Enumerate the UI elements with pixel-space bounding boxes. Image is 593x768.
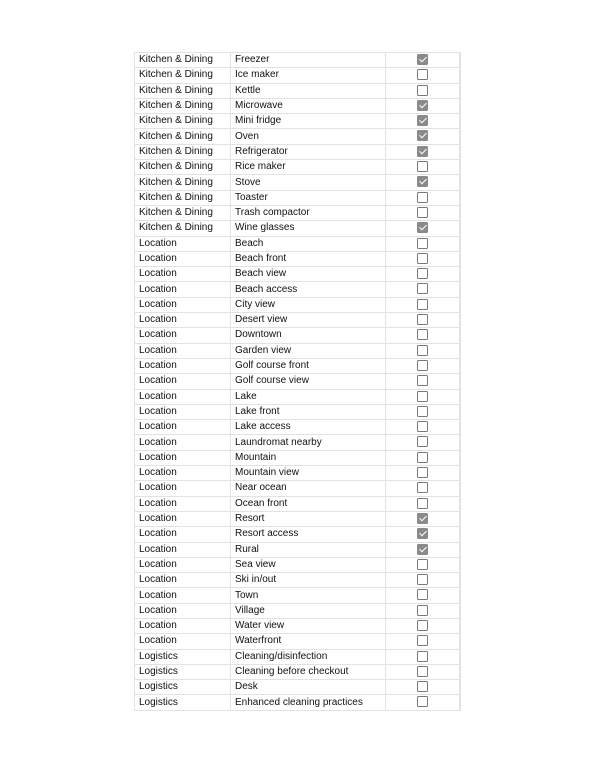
table-row — [135, 190, 461, 205]
amenity-cell: Desk — [231, 680, 386, 695]
category-cell: Kitchen & Dining — [135, 205, 231, 220]
table-row — [135, 282, 461, 297]
table-row — [135, 114, 461, 129]
category-cell: Location — [135, 496, 231, 511]
empty-cell — [460, 695, 461, 710]
empty-cell — [460, 573, 461, 588]
checkbox-cell — [386, 358, 460, 373]
category-cell: Kitchen & Dining — [135, 129, 231, 144]
category-cell: Location — [135, 588, 231, 603]
amenity-cell: Wine glasses — [231, 221, 386, 236]
amenities-table-body — [135, 53, 461, 711]
amenity-checkbox[interactable] — [417, 436, 428, 447]
table-row — [135, 588, 461, 603]
category-cell: Logistics — [135, 649, 231, 664]
table-row — [135, 649, 461, 664]
table-row — [135, 557, 461, 572]
amenity-checkbox[interactable] — [417, 176, 428, 187]
amenity-cell: Rice maker — [231, 160, 386, 175]
amenity-cell: Freezer — [231, 53, 386, 68]
amenity-checkbox[interactable] — [417, 345, 428, 356]
table-row — [135, 603, 461, 618]
table-row — [135, 542, 461, 557]
amenity-cell: Water view — [231, 618, 386, 633]
amenity-checkbox[interactable] — [417, 696, 428, 707]
amenity-checkbox[interactable] — [417, 360, 428, 371]
amenity-cell: Laundromat nearby — [231, 435, 386, 450]
checkbox-cell — [386, 83, 460, 98]
category-cell: Location — [135, 542, 231, 557]
amenity-cell: Refrigerator — [231, 144, 386, 159]
category-cell: Kitchen & Dining — [135, 53, 231, 68]
table-row — [135, 695, 461, 710]
empty-cell — [460, 603, 461, 618]
table-row — [135, 389, 461, 404]
empty-cell — [460, 557, 461, 572]
checkbox-cell — [386, 557, 460, 572]
category-cell: Kitchen & Dining — [135, 68, 231, 83]
category-cell: Kitchen & Dining — [135, 98, 231, 113]
empty-cell — [460, 389, 461, 404]
checkbox-cell — [386, 53, 460, 68]
amenity-checkbox[interactable] — [417, 283, 428, 294]
amenity-cell: Mini fridge — [231, 114, 386, 129]
checkbox-cell — [386, 68, 460, 83]
category-cell: Location — [135, 251, 231, 266]
category-cell: Location — [135, 282, 231, 297]
checkbox-cell — [386, 511, 460, 526]
empty-cell — [460, 404, 461, 419]
amenity-cell: Mountain — [231, 450, 386, 465]
amenity-cell: Toaster — [231, 190, 386, 205]
amenity-cell: Downtown — [231, 328, 386, 343]
empty-cell — [460, 114, 461, 129]
table-row — [135, 83, 461, 98]
checkbox-cell — [386, 618, 460, 633]
empty-cell — [460, 53, 461, 68]
empty-cell — [460, 527, 461, 542]
category-cell: Location — [135, 618, 231, 633]
checkbox-cell — [386, 435, 460, 450]
checkbox-cell — [386, 542, 460, 557]
empty-cell — [460, 129, 461, 144]
empty-cell — [460, 267, 461, 282]
checkbox-cell — [386, 160, 460, 175]
category-cell: Kitchen & Dining — [135, 83, 231, 98]
table-row — [135, 404, 461, 419]
checkbox-cell — [386, 374, 460, 389]
empty-cell — [460, 542, 461, 557]
checkbox-cell — [386, 190, 460, 205]
amenity-cell: Waterfront — [231, 634, 386, 649]
amenity-cell: Garden view — [231, 343, 386, 358]
empty-cell — [460, 98, 461, 113]
category-cell: Logistics — [135, 680, 231, 695]
table-row — [135, 236, 461, 251]
amenity-checkbox[interactable] — [417, 421, 428, 432]
checkbox-cell — [386, 695, 460, 710]
category-cell: Logistics — [135, 664, 231, 679]
amenity-checkbox[interactable] — [417, 635, 428, 646]
amenity-checkbox[interactable] — [417, 452, 428, 463]
checkbox-cell — [386, 236, 460, 251]
table-row — [135, 144, 461, 159]
category-cell: Logistics — [135, 695, 231, 710]
amenity-cell: Near ocean — [231, 481, 386, 496]
amenity-cell: Microwave — [231, 98, 386, 113]
checkbox-cell — [386, 389, 460, 404]
amenity-checkbox[interactable] — [417, 467, 428, 478]
amenity-checkbox[interactable] — [417, 544, 428, 555]
amenity-cell: Sea view — [231, 557, 386, 572]
category-cell: Location — [135, 343, 231, 358]
category-cell: Kitchen & Dining — [135, 175, 231, 190]
category-cell: Location — [135, 374, 231, 389]
amenity-cell: Beach access — [231, 282, 386, 297]
checkbox-cell — [386, 481, 460, 496]
amenity-cell: Kettle — [231, 83, 386, 98]
table-row — [135, 450, 461, 465]
amenity-checkbox[interactable] — [417, 314, 428, 325]
amenity-checkbox[interactable] — [417, 375, 428, 386]
category-cell: Location — [135, 404, 231, 419]
amenity-checkbox[interactable] — [417, 498, 428, 509]
checkbox-cell — [386, 573, 460, 588]
table-row — [135, 328, 461, 343]
empty-cell — [460, 588, 461, 603]
amenity-checkbox[interactable] — [417, 666, 428, 677]
empty-cell — [460, 466, 461, 481]
checkbox-cell — [386, 527, 460, 542]
empty-cell — [460, 313, 461, 328]
empty-cell — [460, 68, 461, 83]
empty-cell — [460, 343, 461, 358]
empty-cell — [460, 634, 461, 649]
amenity-cell: Ice maker — [231, 68, 386, 83]
empty-cell — [460, 374, 461, 389]
amenity-checkbox[interactable] — [417, 85, 428, 96]
category-cell: Kitchen & Dining — [135, 221, 231, 236]
amenity-checkbox[interactable] — [417, 681, 428, 692]
amenity-checkbox[interactable] — [417, 482, 428, 493]
amenity-checkbox[interactable] — [417, 406, 428, 417]
table-row — [135, 68, 461, 83]
empty-cell — [460, 282, 461, 297]
empty-cell — [460, 190, 461, 205]
checkbox-cell — [386, 205, 460, 220]
empty-cell — [460, 450, 461, 465]
table-row — [135, 496, 461, 511]
amenity-cell: Ski in/out — [231, 573, 386, 588]
category-cell: Location — [135, 420, 231, 435]
table-row — [135, 267, 461, 282]
amenity-cell: Stove — [231, 175, 386, 190]
category-cell: Location — [135, 328, 231, 343]
table-row — [135, 53, 461, 68]
amenity-checkbox[interactable] — [417, 268, 428, 279]
amenity-checkbox[interactable] — [417, 559, 428, 570]
amenity-cell: Cleaning/disinfection — [231, 649, 386, 664]
checkbox-cell — [386, 114, 460, 129]
amenity-checkbox[interactable] — [417, 513, 428, 524]
table-row — [135, 160, 461, 175]
table-row — [135, 358, 461, 373]
category-cell: Location — [135, 236, 231, 251]
amenity-cell: Village — [231, 603, 386, 618]
checkbox-cell — [386, 466, 460, 481]
category-cell: Location — [135, 573, 231, 588]
amenity-cell: Mountain view — [231, 466, 386, 481]
amenity-cell: Rural — [231, 542, 386, 557]
empty-cell — [460, 664, 461, 679]
table-row — [135, 129, 461, 144]
amenity-checkbox[interactable] — [417, 299, 428, 310]
amenity-checkbox[interactable] — [417, 589, 428, 600]
table-row — [135, 221, 461, 236]
table-row — [135, 511, 461, 526]
category-cell: Location — [135, 358, 231, 373]
category-cell: Location — [135, 511, 231, 526]
amenity-checkbox[interactable] — [417, 605, 428, 616]
table-row — [135, 251, 461, 266]
amenity-cell: Lake front — [231, 404, 386, 419]
empty-cell — [460, 649, 461, 664]
table-row — [135, 618, 461, 633]
checkbox-cell — [386, 98, 460, 113]
category-cell: Kitchen & Dining — [135, 160, 231, 175]
table-row — [135, 481, 461, 496]
table-row — [135, 205, 461, 220]
amenity-checkbox[interactable] — [417, 253, 428, 264]
table-row — [135, 313, 461, 328]
empty-cell — [460, 83, 461, 98]
amenity-checkbox[interactable] — [417, 192, 428, 203]
table-row — [135, 98, 461, 113]
amenity-checkbox[interactable] — [417, 115, 428, 126]
category-cell: Location — [135, 313, 231, 328]
checkbox-cell — [386, 664, 460, 679]
amenity-checkbox[interactable] — [417, 620, 428, 631]
checkbox-cell — [386, 297, 460, 312]
checkbox-cell — [386, 313, 460, 328]
amenity-checkbox[interactable] — [417, 222, 428, 233]
empty-cell — [460, 205, 461, 220]
amenity-checkbox[interactable] — [417, 130, 428, 141]
checkbox-cell — [386, 343, 460, 358]
empty-cell — [460, 328, 461, 343]
checkbox-cell — [386, 129, 460, 144]
table-row — [135, 680, 461, 695]
amenity-cell: Town — [231, 588, 386, 603]
amenity-cell: Enhanced cleaning practices — [231, 695, 386, 710]
table-row — [135, 343, 461, 358]
amenity-cell: Beach view — [231, 267, 386, 282]
category-cell: Location — [135, 603, 231, 618]
empty-cell — [460, 358, 461, 373]
checkbox-cell — [386, 496, 460, 511]
amenity-checkbox[interactable] — [417, 69, 428, 80]
amenity-checkbox[interactable] — [417, 161, 428, 172]
table-row — [135, 664, 461, 679]
amenity-cell: City view — [231, 297, 386, 312]
amenity-checkbox[interactable] — [417, 528, 428, 539]
checkbox-cell — [386, 404, 460, 419]
amenity-checkbox[interactable] — [417, 54, 428, 65]
amenity-cell: Beach — [231, 236, 386, 251]
empty-cell — [460, 481, 461, 496]
amenity-cell: Cleaning before checkout — [231, 664, 386, 679]
amenity-cell: Desert view — [231, 313, 386, 328]
table-row — [135, 634, 461, 649]
amenity-cell: Golf course view — [231, 374, 386, 389]
category-cell: Location — [135, 634, 231, 649]
category-cell: Location — [135, 481, 231, 496]
checkbox-cell — [386, 267, 460, 282]
table-row — [135, 435, 461, 450]
checkbox-cell — [386, 175, 460, 190]
amenity-checkbox[interactable] — [417, 329, 428, 340]
category-cell: Kitchen & Dining — [135, 144, 231, 159]
empty-cell — [460, 144, 461, 159]
checkbox-cell — [386, 251, 460, 266]
checkbox-cell — [386, 221, 460, 236]
category-cell: Kitchen & Dining — [135, 190, 231, 205]
table-row — [135, 573, 461, 588]
amenity-cell: Golf course front — [231, 358, 386, 373]
empty-cell — [460, 236, 461, 251]
table-row — [135, 420, 461, 435]
amenity-cell: Ocean front — [231, 496, 386, 511]
amenity-checkbox[interactable] — [417, 238, 428, 249]
amenities-table — [134, 52, 461, 711]
amenity-cell: Lake — [231, 389, 386, 404]
checkbox-cell — [386, 420, 460, 435]
amenity-checkbox[interactable] — [417, 100, 428, 111]
category-cell: Location — [135, 267, 231, 282]
empty-cell — [460, 496, 461, 511]
table-row — [135, 175, 461, 190]
empty-cell — [460, 618, 461, 633]
amenity-cell: Resort access — [231, 527, 386, 542]
amenity-cell: Resort — [231, 511, 386, 526]
checkbox-cell — [386, 634, 460, 649]
checkbox-cell — [386, 144, 460, 159]
empty-cell — [460, 435, 461, 450]
empty-cell — [460, 511, 461, 526]
table-row — [135, 527, 461, 542]
table-row — [135, 297, 461, 312]
category-cell: Location — [135, 527, 231, 542]
amenity-checkbox[interactable] — [417, 146, 428, 157]
category-cell: Location — [135, 466, 231, 481]
amenity-checkbox[interactable] — [417, 574, 428, 585]
amenity-cell: Oven — [231, 129, 386, 144]
checkbox-cell — [386, 328, 460, 343]
table-row — [135, 374, 461, 389]
category-cell: Location — [135, 297, 231, 312]
category-cell: Location — [135, 450, 231, 465]
amenity-checkbox[interactable] — [417, 651, 428, 662]
checkbox-cell — [386, 450, 460, 465]
category-cell: Kitchen & Dining — [135, 114, 231, 129]
table-row — [135, 466, 461, 481]
amenity-cell: Beach front — [231, 251, 386, 266]
empty-cell — [460, 251, 461, 266]
checkbox-cell — [386, 282, 460, 297]
category-cell: Location — [135, 435, 231, 450]
empty-cell — [460, 680, 461, 695]
category-cell: Location — [135, 389, 231, 404]
empty-cell — [460, 175, 461, 190]
empty-cell — [460, 221, 461, 236]
checkbox-cell — [386, 588, 460, 603]
empty-cell — [460, 297, 461, 312]
amenity-cell: Lake access — [231, 420, 386, 435]
empty-cell — [460, 420, 461, 435]
category-cell: Location — [135, 557, 231, 572]
amenity-cell: Trash compactor — [231, 205, 386, 220]
amenity-checkbox[interactable] — [417, 391, 428, 402]
checkbox-cell — [386, 649, 460, 664]
amenity-checkbox[interactable] — [417, 207, 428, 218]
empty-cell — [460, 160, 461, 175]
checkbox-cell — [386, 680, 460, 695]
checkbox-cell — [386, 603, 460, 618]
